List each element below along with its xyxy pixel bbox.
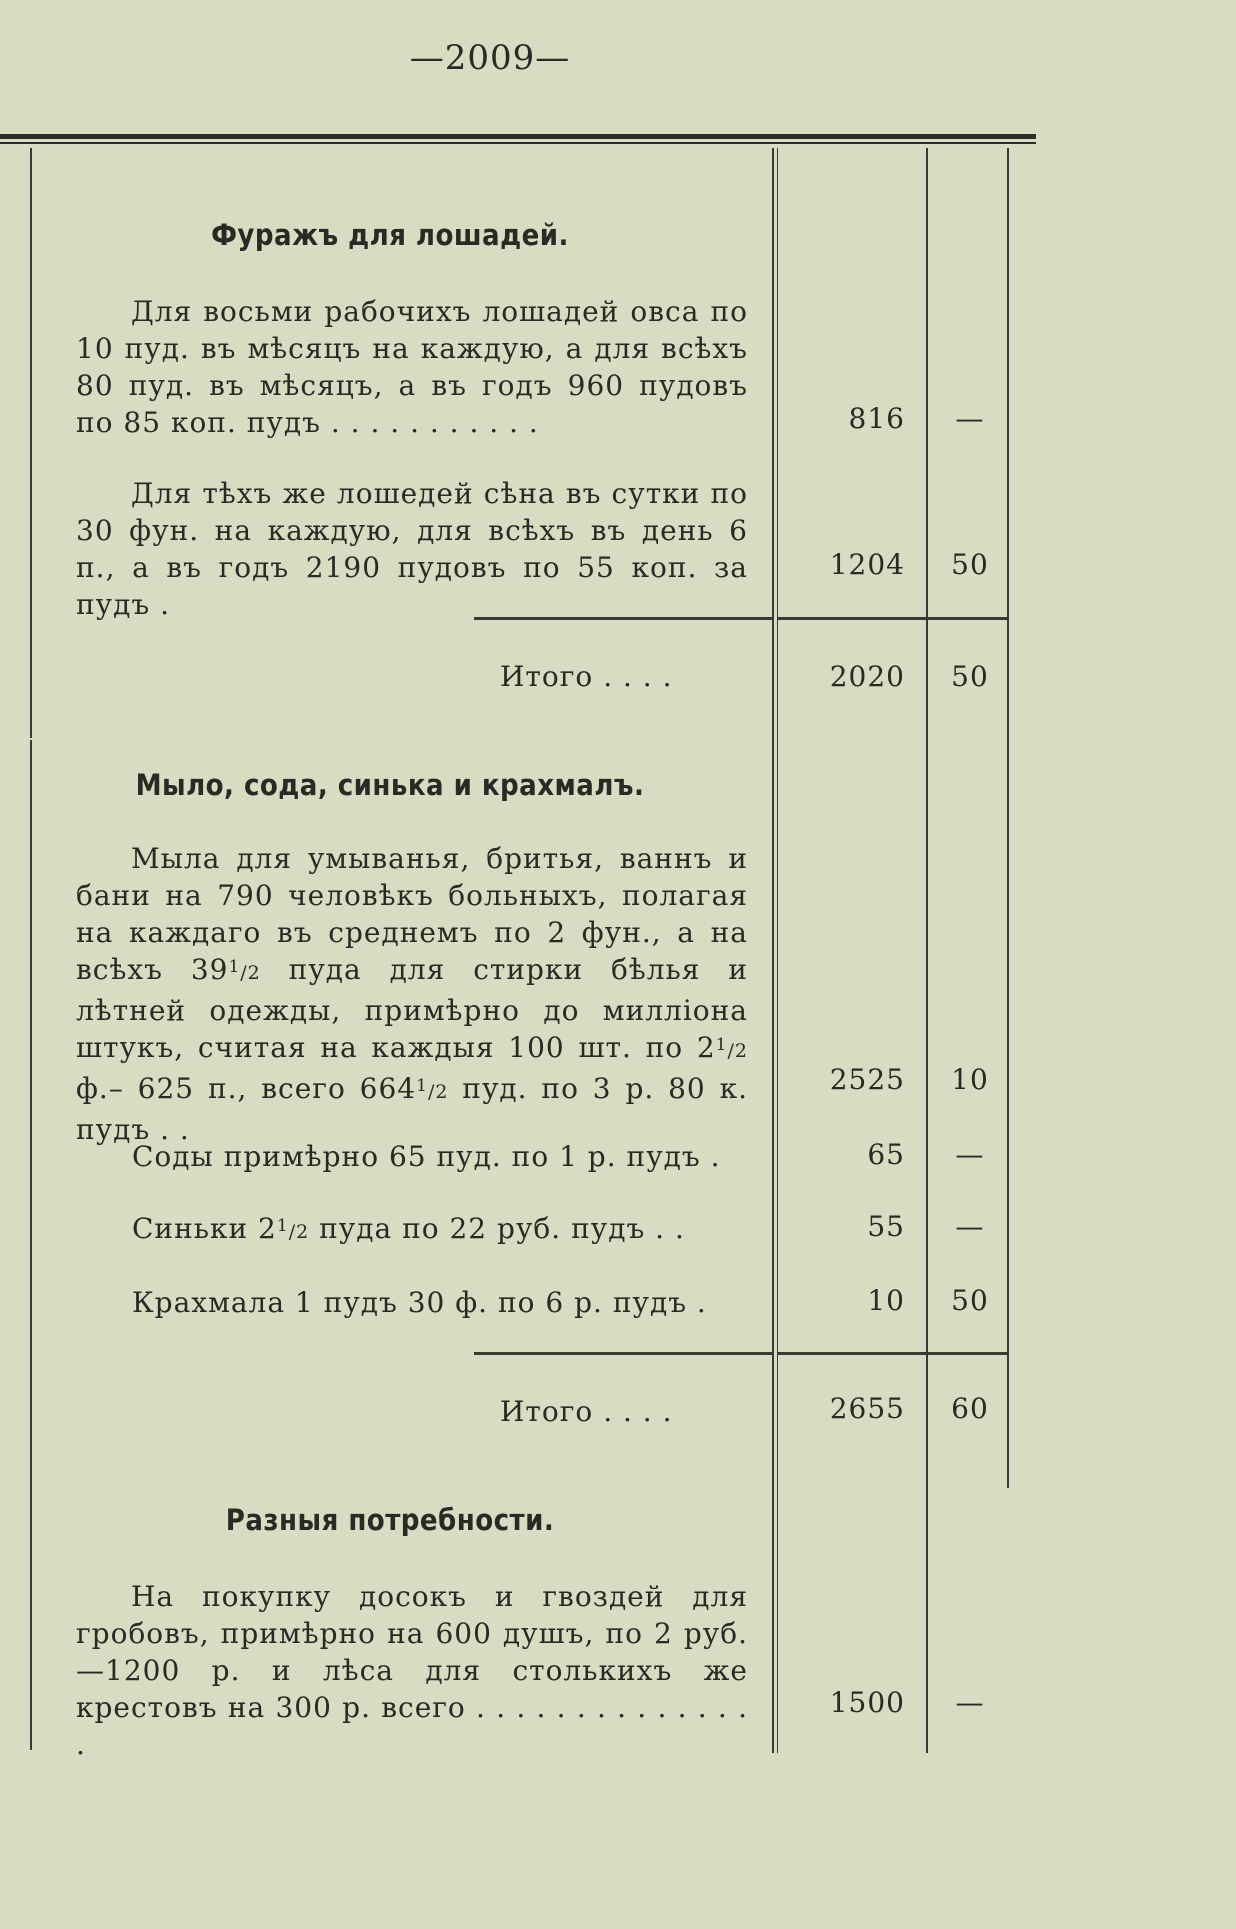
sum-rule-forage <box>474 617 772 620</box>
coffins-rub: 1500 <box>829 1686 905 1719</box>
starch-rub: 10 <box>867 1284 905 1317</box>
total-label-forage: Итого . . . . <box>500 660 673 693</box>
total-rub-soap: 2655 <box>829 1392 905 1425</box>
fraction-numerator: 1 <box>276 1216 289 1236</box>
blue-text-1: Синьки 2 <box>132 1212 277 1245</box>
total-kop-forage: 50 <box>951 660 989 693</box>
total-kop-soap: 60 <box>951 1392 989 1425</box>
fraction-denominator: /2 <box>727 1040 748 1062</box>
section-heading-misc: Разныя потребности. <box>225 1503 555 1537</box>
rub-column-left <box>772 148 774 1753</box>
soap-rub: 2525 <box>829 1063 905 1096</box>
left-border <box>30 740 32 1750</box>
hay-entry <box>76 475 748 623</box>
soap-text-2: пуда для стирки бѣлья и лѣтней одежды, примѣрно до милліона штукъ, считая на каждыя 100 шт. по 2 <box>76 953 748 1064</box>
hay-text: Для тѣхъ же лошедей сѣна въ сутки по 30 фун. на каждую, для всѣхъ въ день 6 п., а въ годъ 2190 пудовъ по 55 коп. за пудъ . <box>76 477 748 621</box>
blue-entry <box>132 1210 748 1251</box>
section-heading-forage: Фуражъ для лошадей. <box>211 218 569 252</box>
page-number: —2009— <box>409 38 571 78</box>
oats-rub: 816 <box>848 402 905 435</box>
blue-text-2: пуда по 22 руб. пудъ . . <box>309 1212 685 1245</box>
fraction-denominator: /2 <box>427 1081 449 1103</box>
section-heading-soap: Мыло, сода, синька и крахмалъ. <box>135 768 645 802</box>
oats-entry <box>76 293 748 441</box>
coffins-text: На покупку досокъ и гвоздей для гробовъ, примѣрно на 600 душъ, по 2 руб.—1200 р. и лѣса для столькихъ же крестовъ на 300 р. всего . . . . . . . . . . . . . . . <box>76 1580 748 1761</box>
kop-column-left <box>926 148 928 1753</box>
soda-entry: Соды примѣрно 65 пуд. по 1 р. пудъ . <box>132 1140 721 1173</box>
soap-text-1: Мыла для умыванья, бритья, ваннъ и бани на 790 человѣкъ больныхъ, полагая на каждаго въ среднемъ по 2 фун., а на всѣхъ 39 <box>76 842 748 986</box>
left-border <box>30 148 32 738</box>
soap-kop: 10 <box>951 1063 989 1096</box>
fraction-denominator: /2 <box>288 1221 310 1243</box>
soap-text-3: ф.– 625 п., всего 664 <box>76 1072 417 1105</box>
oats-kop: — <box>955 402 985 435</box>
sum-rule-forage-rub <box>778 617 926 620</box>
sum-rule-forage-kop <box>927 617 1007 620</box>
starch-entry: Крахмала 1 пудъ 30 ф. по 6 р. пудъ . <box>132 1286 707 1319</box>
hay-rub: 1204 <box>829 548 905 581</box>
soap-text-4: пуд. по 3 р. 80 к. пудъ . . <box>76 1072 748 1146</box>
total-label-soap: Итого . . . . <box>500 1395 673 1428</box>
fraction-numerator: 1 <box>228 957 241 977</box>
total-rub-forage: 2020 <box>829 660 905 693</box>
sum-rule-soap <box>474 1352 772 1355</box>
sum-rule-soap-kop <box>927 1352 1007 1355</box>
top-rule <box>0 134 1036 139</box>
rub-column-left-2 <box>777 148 778 1753</box>
fraction-numerator: 1 <box>715 1035 728 1055</box>
sum-rule-soap-rub <box>778 1352 926 1355</box>
blue-kop: — <box>955 1210 985 1243</box>
soda-kop: — <box>955 1138 985 1171</box>
oats-text: Для восьми рабочихъ лошадей овса по 10 пуд. въ мѣсяцъ на каждую, а для всѣхъ 80 пуд. въ мѣсяцъ, а въ годъ 960 пудовъ по 85 коп. пудъ . . . . . . . . . . . <box>76 295 748 439</box>
blue-rub: 55 <box>867 1210 905 1243</box>
fraction-numerator: 1 <box>416 1076 428 1096</box>
coffins-entry <box>76 1578 748 1763</box>
coffins-kop: — <box>955 1686 985 1719</box>
soda-rub: 65 <box>867 1138 905 1171</box>
starch-kop: 50 <box>951 1284 989 1317</box>
hay-kop: 50 <box>951 548 989 581</box>
fraction-denominator: /2 <box>240 962 261 984</box>
top-rule-thin <box>0 142 1036 144</box>
soap-entry <box>76 840 748 1148</box>
